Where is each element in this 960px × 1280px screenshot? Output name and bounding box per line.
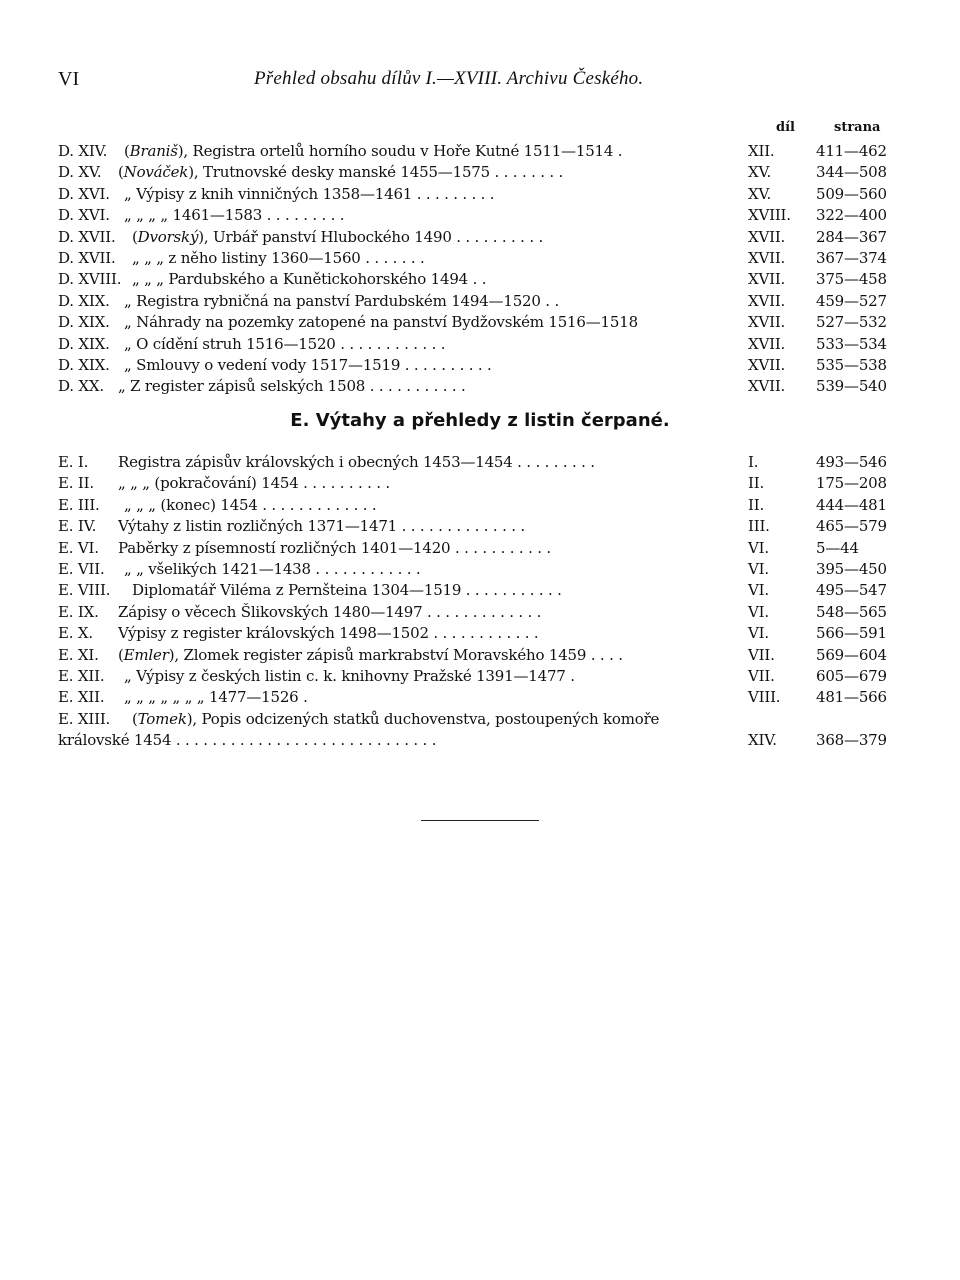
entry-pages: 395—450 bbox=[816, 559, 887, 578]
entry-reference: E. XI. bbox=[58, 645, 99, 664]
entry-reference: D. XV. bbox=[58, 163, 102, 182]
entry-reference: E. I. bbox=[58, 453, 89, 471]
entry-volume: VI. bbox=[748, 538, 769, 557]
entry-volume: III. bbox=[748, 517, 770, 536]
entry-reference: D. XVIII. bbox=[58, 270, 122, 289]
entry-volume: XVII. bbox=[748, 248, 786, 267]
toc-row bbox=[58, 248, 903, 269]
entry-title: „ „ „ (konec) 1454 . . . . . . . . . . . . . bbox=[124, 495, 377, 514]
running-title: Přehled obsahu dílův I.—XVIII. Archivu Českého. bbox=[254, 68, 644, 89]
column-header-dil: díl bbox=[776, 120, 795, 135]
entry-reference: D. XVII. bbox=[58, 227, 116, 246]
entry-pages: 539—540 bbox=[816, 377, 887, 396]
entry-pages: 411—462 bbox=[816, 142, 887, 160]
toc-row bbox=[58, 312, 903, 333]
entry-pages: 493—546 bbox=[816, 453, 887, 471]
entry-reference: E. III. bbox=[58, 495, 100, 514]
entry-pages: 509—560 bbox=[816, 184, 887, 203]
entry-volume: VII. bbox=[748, 666, 775, 685]
entry-volume: I. bbox=[748, 453, 759, 471]
toc-row bbox=[58, 141, 903, 162]
entry-reference: E. VIII. bbox=[58, 581, 111, 600]
entry-pages: 368—379 bbox=[816, 731, 887, 750]
closing-rule bbox=[421, 820, 539, 821]
entry-pages: 605—679 bbox=[816, 666, 887, 685]
entry-title: (Emler), Zlomek register zápisů markrabství Moravského 1459 . . . . bbox=[118, 645, 623, 664]
entry-title: Registra zápisův královských i obecných 1453—1454 . . . . . . . . . bbox=[118, 453, 595, 471]
entry-volume: XVII. bbox=[748, 377, 786, 396]
entry-volume: XVIII. bbox=[748, 206, 791, 225]
entry-title: Zápisy o věcech Šlikovských 1480—1497 . . . . . . . . . . . . . bbox=[118, 602, 542, 621]
entry-title: „ Z register zápisů selských 1508 . . . . . . . . . . . bbox=[118, 377, 466, 396]
toc-row bbox=[58, 559, 903, 580]
entry-reference: E. IX. bbox=[58, 602, 99, 621]
entry-pages: 566—591 bbox=[816, 624, 887, 643]
entry-volume: XV. bbox=[748, 184, 772, 203]
entry-pages: 5—44 bbox=[816, 538, 859, 557]
entry-pages: 481—566 bbox=[816, 688, 887, 707]
entry-reference: E. X. bbox=[58, 624, 93, 643]
entry-reference: E. II. bbox=[58, 474, 94, 493]
entry-pages: 322—400 bbox=[816, 206, 887, 225]
entry-title: „ Výpisy z českých listin c. k. knihovny Pražské 1391—1477 . bbox=[124, 666, 575, 685]
entry-pages: 569—604 bbox=[816, 645, 887, 664]
entry-volume: VII. bbox=[748, 645, 775, 664]
entry-volume: XII. bbox=[748, 142, 775, 160]
entry-title: Paběrky z písemností rozličných 1401—1420 . . . . . . . . . . . bbox=[118, 538, 551, 557]
toc-row bbox=[58, 730, 903, 751]
entry-title: „ „ „ „ 1461—1583 . . . . . . . . . bbox=[124, 206, 345, 225]
entry-title: (Nováček), Trutnovské desky manské 1455—1575 . . . . . . . . bbox=[118, 163, 564, 182]
entry-volume: II. bbox=[748, 474, 765, 493]
toc-row bbox=[58, 205, 903, 226]
entry-pages: 375—458 bbox=[816, 270, 887, 289]
entry-title: „ Smlouvy o vedení vody 1517—1519 . . . . . . . . . . bbox=[124, 355, 492, 374]
entry-pages: 459—527 bbox=[816, 291, 887, 310]
entry-volume: VI. bbox=[748, 559, 769, 578]
column-header-strana: strana bbox=[834, 120, 881, 135]
toc-row bbox=[58, 162, 903, 183]
toc-row bbox=[58, 291, 903, 312]
entry-reference: E. VII. bbox=[58, 559, 105, 578]
entry-title: „ „ „ Pardubského a Kunětickohorského 1494 . . bbox=[132, 270, 487, 289]
toc-row bbox=[58, 709, 903, 730]
entry-reference: E. XIII. bbox=[58, 709, 111, 728]
entry-pages: 284—367 bbox=[816, 227, 887, 246]
entry-title: „ „ „ (pokračování) 1454 . . . . . . . . . . bbox=[118, 474, 390, 493]
entry-title: „ Náhrady na pozemky zatopené na panství Bydžovském 1516—1518 bbox=[124, 313, 638, 332]
entry-title: (Braniš), Registra ortelů horního soudu v Hoře Kutné 1511—1514 . bbox=[124, 142, 623, 160]
entry-pages: 344—508 bbox=[816, 163, 887, 182]
entry-title: „ Registra rybničná na panství Pardubském 1494—1520 . . bbox=[124, 291, 560, 310]
entry-reference: E. XII. bbox=[58, 666, 105, 685]
entry-volume: XVII. bbox=[748, 355, 786, 374]
entry-title: „ Výpisy z knih vinničných 1358—1461 . . . . . . . . . bbox=[124, 184, 495, 203]
toc-row bbox=[58, 516, 903, 537]
entry-reference: E. XII. bbox=[58, 688, 105, 707]
entry-title: „ „ všelikých 1421—1438 . . . . . . . . . . . . bbox=[124, 559, 421, 578]
entry-reference: D. XIX. bbox=[58, 355, 110, 374]
entry-pages: 444—481 bbox=[816, 495, 887, 514]
entry-reference: E. VI. bbox=[58, 538, 99, 557]
entry-pages: 533—534 bbox=[816, 334, 887, 353]
entry-reference: D. XVI. bbox=[58, 184, 110, 203]
entry-volume: XIV. bbox=[748, 731, 777, 750]
entry-title: „ „ „ „ „ „ „ 1477—1526 . bbox=[124, 688, 308, 707]
entry-title: „ „ „ z něho listiny 1360—1560 . . . . . . . bbox=[132, 248, 425, 267]
entry-volume: VI. bbox=[748, 602, 769, 621]
entry-reference: D. XVII. bbox=[58, 248, 116, 267]
toc-row bbox=[58, 687, 903, 708]
entry-title: Výpisy z register královských 1498—1502 . . . . . . . . . . . . bbox=[118, 624, 539, 643]
toc-row bbox=[58, 269, 903, 290]
toc-row bbox=[58, 376, 903, 397]
toc-row bbox=[58, 666, 903, 687]
toc-row bbox=[58, 227, 903, 248]
entry-title: Výtahy z listin rozličných 1371—1471 . . . . . . . . . . . . . . bbox=[118, 517, 525, 536]
entry-volume: XVII. bbox=[748, 270, 786, 289]
entry-title: (Tomek), Popis odcizených statků duchovenstva, postoupených komoře bbox=[132, 709, 660, 728]
entry-title: Diplomatář Viléma z Pernšteina 1304—1519 . . . . . . . . . . . bbox=[132, 581, 562, 600]
entry-title: (Dvorský), Urbář panství Hlubockého 1490 . . . . . . . . . . bbox=[132, 227, 544, 246]
toc-row bbox=[58, 334, 903, 355]
toc-row bbox=[58, 495, 903, 516]
entry-volume: XVII. bbox=[748, 313, 786, 332]
entry-reference: D. XIX. bbox=[58, 291, 110, 310]
toc-row bbox=[58, 355, 903, 376]
entry-volume: II. bbox=[748, 495, 765, 514]
section-e-list bbox=[58, 452, 903, 751]
entry-title: královské 1454 . . . . . . . . . . . . . . . . . . . . . . . . . . . . . bbox=[58, 731, 437, 750]
toc-row bbox=[58, 473, 903, 494]
entry-reference: E. IV. bbox=[58, 517, 97, 536]
entry-volume: VI. bbox=[748, 624, 769, 643]
entry-volume: VI. bbox=[748, 581, 769, 600]
entry-volume: VIII. bbox=[748, 688, 781, 707]
toc-row bbox=[58, 452, 903, 473]
entry-volume: XVII. bbox=[748, 291, 786, 310]
entry-pages: 367—374 bbox=[816, 248, 887, 267]
entry-volume: XVII. bbox=[748, 334, 786, 353]
toc-row bbox=[58, 184, 903, 205]
entry-reference: D. XIX. bbox=[58, 313, 110, 332]
entry-reference: D. XIV. bbox=[58, 142, 108, 160]
entry-pages: 535—538 bbox=[816, 355, 887, 374]
entry-pages: 465—579 bbox=[816, 517, 887, 536]
entry-reference: D. XX. bbox=[58, 377, 104, 396]
entry-volume: XV. bbox=[748, 163, 772, 182]
entry-pages: 527—532 bbox=[816, 313, 887, 332]
toc-row bbox=[58, 623, 903, 644]
entry-pages: 548—565 bbox=[816, 602, 887, 621]
toc-row bbox=[58, 645, 903, 666]
entry-reference: D. XVI. bbox=[58, 206, 110, 225]
entry-title: „ O cídění struh 1516—1520 . . . . . . . . . . . . bbox=[124, 334, 446, 353]
entry-pages: 175—208 bbox=[816, 474, 887, 493]
toc-row bbox=[58, 580, 903, 601]
section-d-list bbox=[58, 141, 903, 398]
page-number: VI bbox=[58, 68, 80, 90]
toc-row bbox=[58, 602, 903, 623]
entry-reference: D. XIX. bbox=[58, 334, 110, 353]
entry-volume: XVII. bbox=[748, 227, 786, 246]
section-e-heading: E. Výtahy a přehledy z listin čerpané. bbox=[290, 410, 670, 431]
toc-row bbox=[58, 538, 903, 559]
entry-pages: 495—547 bbox=[816, 581, 887, 600]
